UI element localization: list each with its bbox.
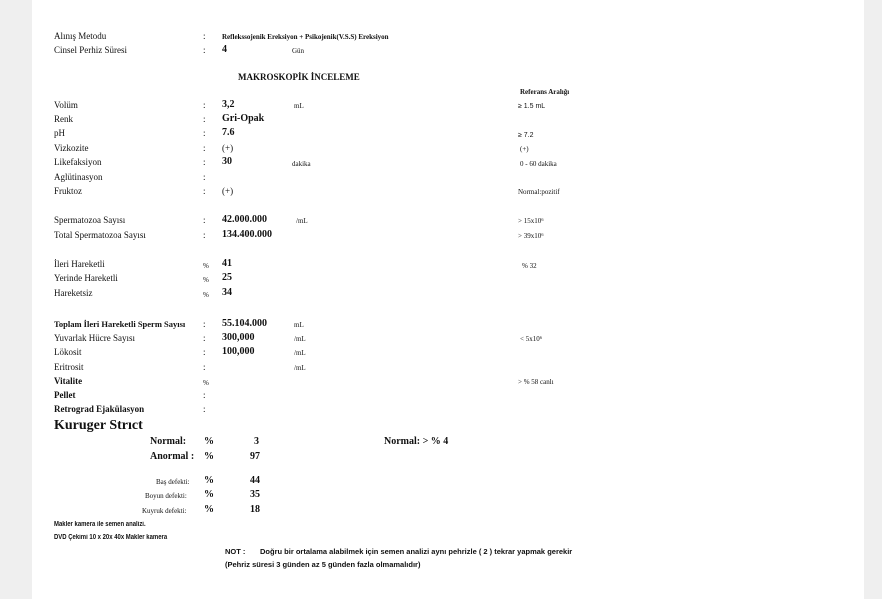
- defect-label: Boyun defekti:: [145, 492, 187, 500]
- note-text-1: Doğru bir ortalama alabilmek için semen analizi aynı pehrizle ( 2 ) tekrar yapmak gerekir: [260, 547, 573, 556]
- defect-pct: %: [204, 475, 214, 486]
- row-value: 134.400.000: [222, 229, 272, 240]
- row-value: Gri-Opak: [222, 113, 265, 124]
- row-colon: :: [203, 172, 206, 182]
- row-colon: :: [203, 362, 206, 372]
- row-label: Volüm: [54, 100, 78, 110]
- note-label: NOT :: [225, 547, 246, 556]
- row-label: Pellet: [54, 390, 76, 400]
- row-colon: :: [203, 215, 206, 225]
- row-unit: /mL: [294, 349, 306, 357]
- row-colon: %: [203, 379, 209, 387]
- row-unit: /mL: [294, 335, 306, 343]
- row-label: Total Spermatozoa Sayısı: [54, 230, 146, 240]
- row-value: (+): [222, 186, 234, 196]
- abstinence-unit: Gün: [292, 47, 305, 55]
- row-label: Renk: [54, 114, 73, 124]
- row-colon: %: [203, 262, 209, 270]
- row-value: 30: [222, 156, 232, 167]
- row-label: İleri Hareketli: [54, 259, 105, 269]
- row-ref: > % 58 canlı: [518, 378, 554, 386]
- row-value: 300,000: [222, 332, 255, 343]
- row-colon: %: [203, 291, 209, 299]
- abstinence-colon: :: [203, 45, 206, 55]
- row-label: Lökosit: [54, 347, 82, 357]
- row-value: (+): [222, 143, 234, 153]
- row-label: pH: [54, 128, 65, 138]
- method-colon: :: [203, 31, 206, 41]
- row-ref: < 5x10⁶: [520, 335, 543, 343]
- row-ref: ≥ 7.2: [518, 132, 534, 139]
- row-label: Likefaksiyon: [54, 157, 102, 167]
- row-unit: mL: [294, 102, 304, 110]
- method-label: Alınış Metodu: [54, 31, 107, 41]
- row-colon: :: [203, 186, 206, 196]
- row-value: 42.000.000: [222, 214, 267, 225]
- defect-value: 35: [250, 489, 260, 500]
- row-value: 25: [222, 272, 232, 283]
- report-page: [32, 0, 864, 599]
- row-label: Eritrosit: [54, 362, 84, 372]
- kruger-normal-value: 3: [254, 436, 259, 447]
- note-camera: Makler kamera ile semen analizi.: [54, 521, 146, 528]
- row-unit: dakika: [292, 160, 311, 168]
- row-value: 3,2: [222, 99, 235, 110]
- row-label: Spermatozoa Sayısı: [54, 215, 126, 225]
- row-value: 55.104.000: [222, 318, 267, 329]
- row-colon: :: [203, 347, 206, 357]
- defect-pct: %: [204, 489, 214, 500]
- row-value: 41: [222, 258, 232, 269]
- row-label: Retrograd Ejakülasyon: [54, 404, 145, 414]
- defect-label: Baş defekti:: [156, 478, 190, 486]
- row-ref: 0 - 60 dakika: [520, 160, 557, 168]
- kruger-title: Kuruger Strıct: [54, 418, 143, 433]
- kruger-abnormal-pct: %: [204, 451, 214, 462]
- row-label: Toplam İleri Hareketli Sperm Sayısı: [54, 319, 186, 329]
- row-ref: > 39x10⁶: [518, 232, 544, 240]
- row-ref: > 15x10⁶: [518, 217, 544, 225]
- row-colon: :: [203, 390, 206, 400]
- defect-pct: %: [204, 504, 214, 515]
- method-value: Reflekssojenik Ereksiyon + Psikojenik(V.S.S) Ereksiyon: [222, 33, 389, 41]
- row-ref: (+): [520, 145, 529, 153]
- row-label: Fruktoz: [54, 186, 82, 196]
- row-colon: :: [203, 100, 206, 110]
- row-colon: %: [203, 276, 209, 284]
- abstinence-value: 4: [222, 44, 227, 55]
- row-ref: Normal:pozitif: [518, 188, 560, 196]
- kruger-abnormal-label: Anormal :: [150, 451, 195, 462]
- note-text-2: (Pehriz süresi 3 günden az 5 günden fazla olmamalıdır): [225, 560, 421, 569]
- reference-header: Referans Aralığı: [520, 88, 570, 96]
- row-colon: :: [203, 333, 206, 343]
- note-dvd: DVD Çekimi 10 x 20x 40x Makler kamera: [54, 534, 168, 541]
- row-value: 34: [222, 287, 232, 298]
- row-unit: /mL: [294, 364, 306, 372]
- row-colon: :: [203, 143, 206, 153]
- row-colon: :: [203, 230, 206, 240]
- row-colon: :: [203, 114, 206, 124]
- row-unit: /mL: [296, 217, 308, 225]
- row-label: Yerinde Hareketli: [54, 273, 118, 283]
- defect-value: 18: [250, 504, 260, 515]
- row-ref: ≥ 1.5 mL: [518, 103, 546, 110]
- row-colon: :: [203, 128, 206, 138]
- abstinence-label: Cinsel Perhiz Süresi: [54, 45, 127, 55]
- row-label: Vizkozite: [54, 143, 89, 153]
- kruger-normal-pct: %: [204, 436, 214, 447]
- kruger-normal-label: Normal:: [150, 436, 187, 447]
- row-colon: :: [203, 319, 206, 329]
- section-title: MAKROSKOPİK İNCELEME: [238, 72, 360, 82]
- kruger-normal-ref: Normal: > % 4: [384, 436, 449, 447]
- row-value: 100,000: [222, 346, 255, 357]
- row-unit: mL: [294, 321, 304, 329]
- row-label: Hareketsiz: [54, 288, 93, 298]
- row-colon: :: [203, 157, 206, 167]
- kruger-abnormal-value: 97: [250, 451, 260, 462]
- row-ref: % 32: [522, 262, 537, 270]
- row-label: Yuvarlak Hücre Sayısı: [54, 333, 135, 343]
- defect-value: 44: [250, 475, 260, 486]
- row-label: Vitalite: [54, 376, 83, 386]
- row-label: Aglütinasyon: [54, 172, 103, 182]
- row-value: 7.6: [222, 127, 235, 138]
- defect-label: Kuyruk defekti:: [142, 507, 187, 515]
- row-colon: :: [203, 404, 206, 414]
